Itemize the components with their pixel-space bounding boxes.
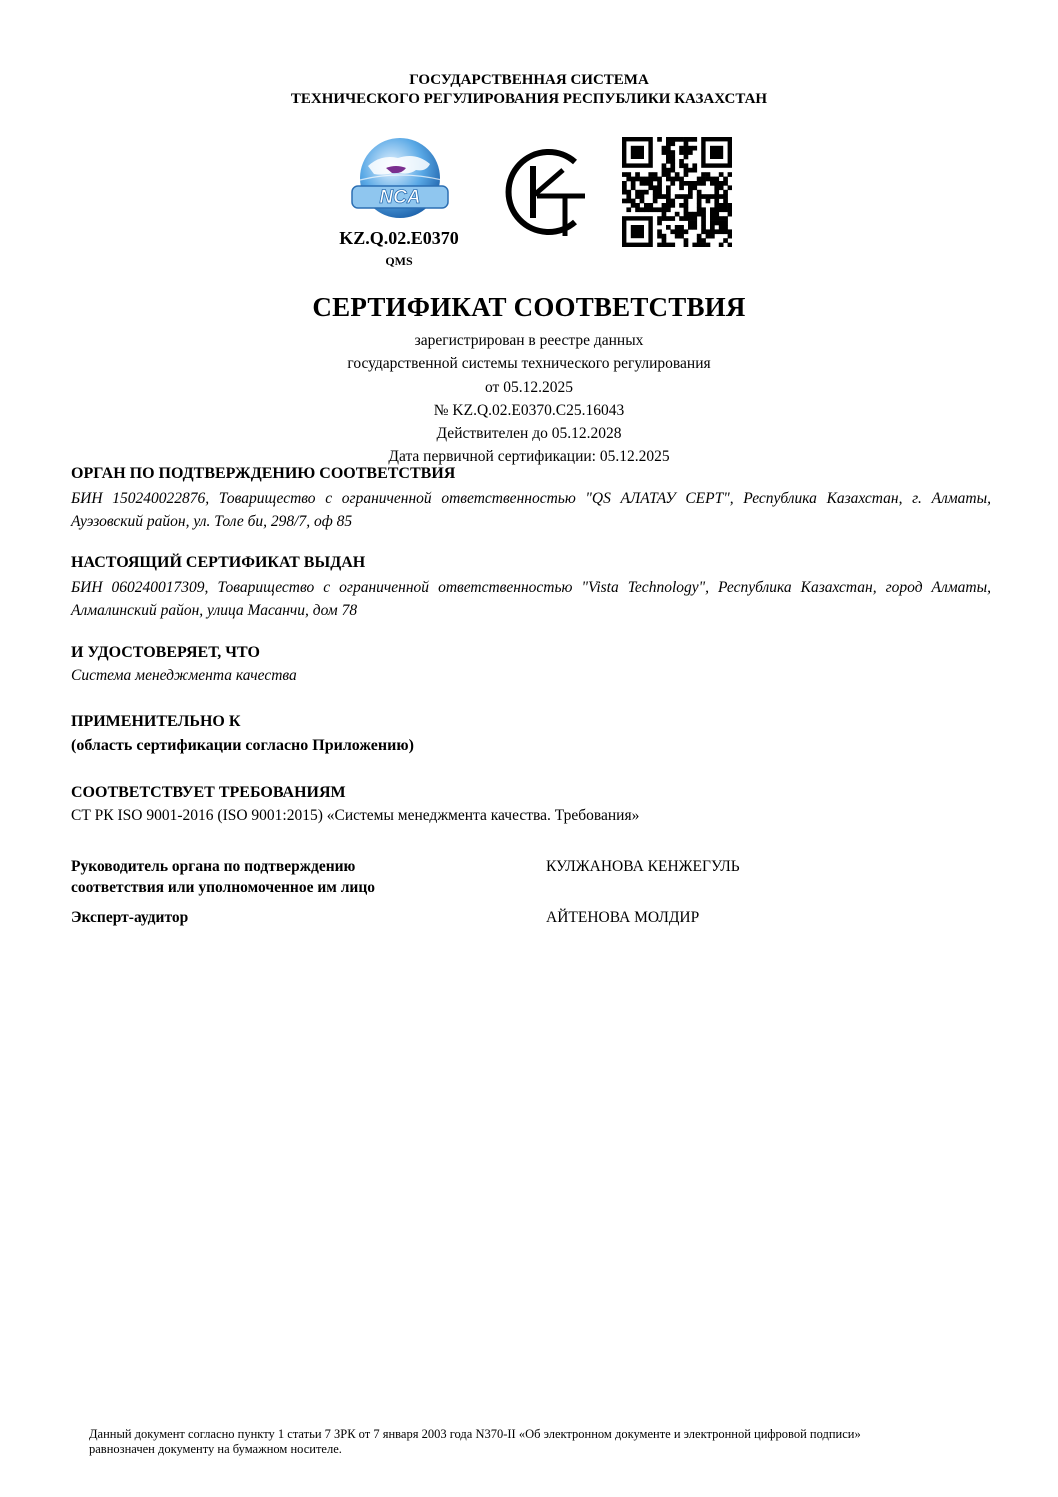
nca-logo-text: NCA (379, 187, 421, 208)
document-header (0, 71, 1058, 109)
section-text: (область сертификации согласно Приложению) (71, 737, 414, 754)
section-issued (71, 552, 991, 622)
footnote-line-1: Данный документ согласно пункту 1 статьи 7 ЗРК от 7 января 2003 года N370-II «Об электронном документе и электронной цифровой подписи» (89, 1427, 861, 1441)
first-certification-date: Дата первичной сертификации: 05.12.2025 (388, 448, 670, 466)
section-heading: И УДОСТОВЕРЯЕТ, ЧТО (71, 644, 260, 661)
header-line-1: ГОСУДАРСТВЕННАЯ СИСТЕМА (409, 72, 649, 88)
signatory-role (71, 907, 471, 928)
certificate-number: № KZ.Q.02.E0370.C25.16043 (433, 401, 625, 419)
registration-date: от 05.12.2025 (485, 378, 573, 396)
signature-row-head (71, 856, 991, 900)
valid-until: Действителен до 05.12.2028 (436, 425, 622, 443)
accreditation-scope: QMS (385, 254, 413, 268)
section-heading: СООТВЕТСТВУЕТ ТРЕБОВАНИЯМ (71, 784, 346, 801)
nca-globe-logo (346, 136, 454, 224)
section-heading: ОРГАН ПО ПОДТВЕРЖДЕНИЮ СООТВЕТСТВИЯ (71, 465, 456, 482)
section-organ (71, 463, 991, 533)
signatory-role-line-1: Эксперт-аудитор (71, 909, 189, 926)
signatory-role-line-1: Руководитель органа по подтверждению (71, 858, 356, 875)
signatory-name: АЙТЕНОВА МОЛДИР (546, 909, 700, 926)
section-heading: ПРИМЕНИТЕЛЬНО К (71, 713, 241, 730)
legal-footnote (89, 1427, 989, 1457)
section-text: БИН 060240017309, Товарищество с ограниченной ответственностью "Vista Technology", Республика Казахстан, город Алматы, Алмалинский район, улица Масанчи, дом 78 (71, 579, 991, 619)
section-text: Система менеджмента качества (71, 667, 297, 684)
section-heading: НАСТОЯЩИЙ СЕРТИФИКАТ ВЫДАН (71, 554, 366, 571)
signatory-role-line-2: соответствия или уполномоченное им лицо (71, 879, 375, 896)
registration-line-1: зарегистрирован в реестре данных (414, 332, 644, 349)
section-complies (71, 782, 991, 827)
accreditation-code: KZ.Q.02.E0370 (339, 228, 459, 248)
signature-row-auditor (71, 907, 991, 929)
registration-line-2: государственной системы технического регулирования (347, 355, 711, 373)
signatory-name: КУЛЖАНОВА КЕНЖЕГУЛЬ (546, 858, 740, 875)
section-text: СТ РК ISO 9001-2016 (ISO 9001:2015) «Системы менеджмента качества. Требования» (71, 807, 640, 824)
signatory-role (71, 856, 471, 898)
footnote-line-2: равнозначен документу на бумажном носителе. (89, 1442, 342, 1456)
section-text: БИН 150240022876, Товарищество с ограниченной ответственностью "QS АЛАТАУ СЕРТ", Республика Казахстан, г. Алматы, Ауэзовский район, ул. Толе би, 298/7, оф 85 (71, 490, 991, 530)
qr-code (622, 137, 732, 247)
section-certifies (71, 642, 991, 687)
logos-row (0, 134, 1058, 274)
kt-conformity-mark-icon (497, 140, 597, 244)
registration-block (0, 329, 1058, 469)
certificate-title: СЕРТИФИКАТ СООТВЕТСТВИЯ (312, 292, 746, 322)
section-applies (71, 711, 991, 757)
header-line-2: ТЕХНИЧЕСКОГО РЕГУЛИРОВАНИЯ РЕСПУБЛИКИ КАЗАХСТАН (290, 91, 768, 107)
